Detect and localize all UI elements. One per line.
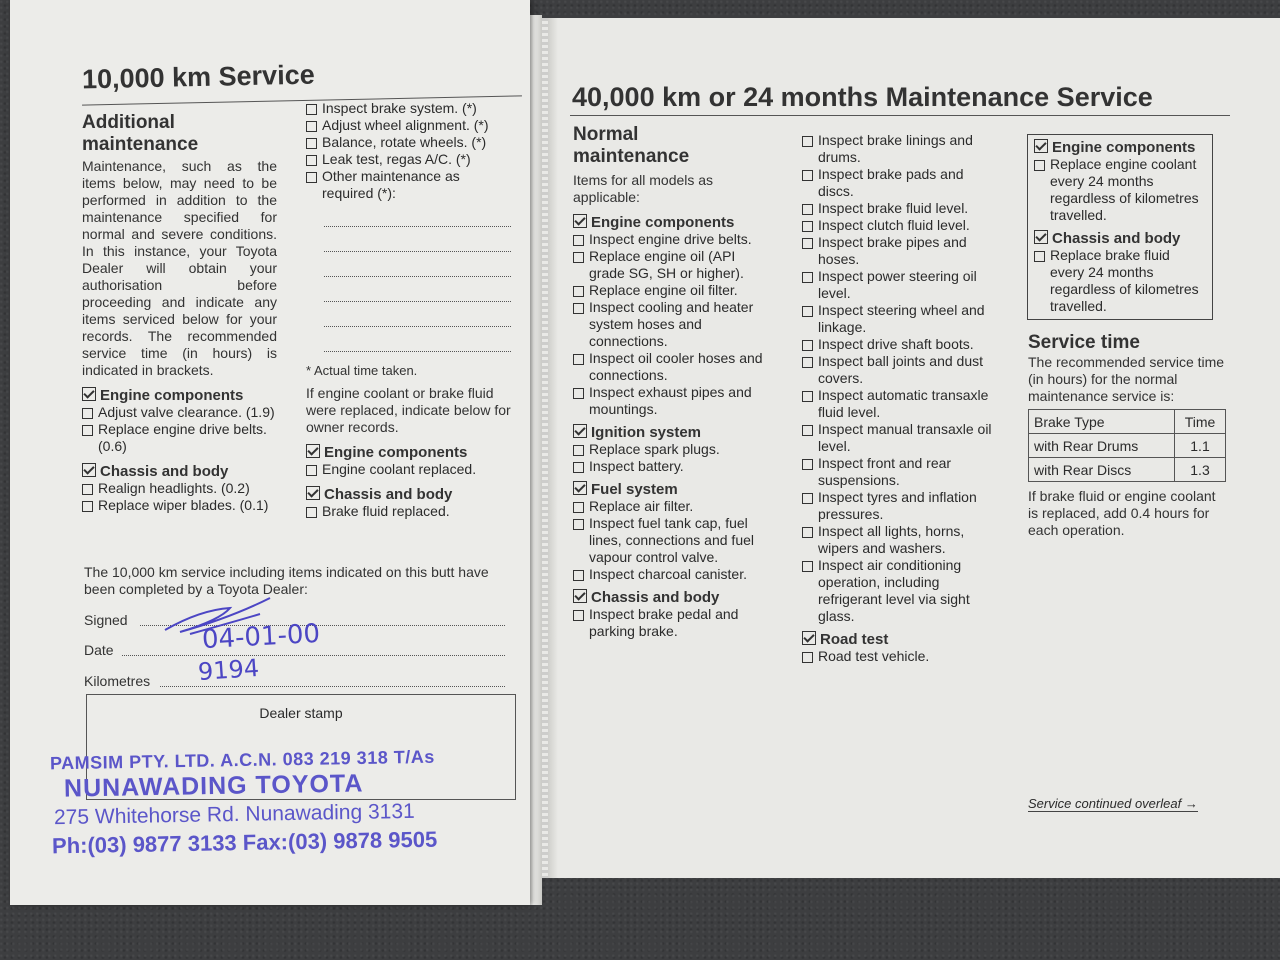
group-heading: Engine components: [591, 214, 735, 231]
blank-line: [324, 287, 511, 302]
list-item: Inspect air conditioning operation, including refrigerant level via sight glass.: [802, 557, 1002, 625]
checked-box-icon: [306, 444, 320, 458]
list-item: Inspect manual transaxle oil level.: [802, 421, 1002, 455]
blank-line: [324, 237, 511, 252]
blank-line: [324, 212, 511, 227]
list-item: Inspect brake fluid level.: [802, 200, 1002, 217]
date-label: Date: [84, 642, 114, 658]
checked-box-icon: [802, 631, 816, 645]
list-item: Inspect all lights, horns, wipers and washers.: [802, 523, 1002, 557]
list-item: Inspect steering wheel and linkage.: [802, 302, 1002, 336]
checkbox-icon: [306, 172, 317, 183]
list-item: Realign headlights. (0.2): [82, 480, 277, 497]
list-item: Brake fluid replaced.: [306, 503, 511, 520]
checkbox-icon: [306, 121, 317, 132]
checkbox-icon: [306, 104, 317, 115]
checkbox-icon: [573, 303, 584, 314]
checkbox-icon: [1034, 251, 1045, 262]
list-item: Inspect brake pedal and parking brake.: [573, 606, 773, 640]
right-title: 40,000 km or 24 months Maintenance Service: [572, 82, 1153, 112]
checkbox-icon: [306, 155, 317, 166]
stamp-line-phone: Ph:(03) 9877 3133 Fax:(03) 9878 9505: [51, 826, 438, 859]
page-fold: [548, 18, 558, 878]
checkbox-icon: [802, 221, 813, 232]
checkbox-icon: [573, 610, 584, 621]
list-item: Other maintenance as required (*):: [306, 168, 511, 202]
checkbox-icon: [573, 570, 584, 581]
stamp-line-address: 275 Whitehorse Rd. Nunawading 3131: [53, 799, 415, 830]
table-cell: 1.1: [1175, 434, 1226, 458]
checkbox-icon: [573, 235, 584, 246]
list-item: Inspect oil cooler hoses and connections.: [573, 350, 773, 384]
arrow-right-icon: →: [1181, 796, 1198, 811]
checkbox-icon: [802, 238, 813, 249]
list-item: Inspect charcoal canister.: [573, 566, 773, 583]
list-item: Inspect engine drive belts.: [573, 231, 773, 248]
checkbox-icon: [802, 652, 813, 663]
list-item: Inspect brake pads and discs.: [802, 166, 1002, 200]
checkbox-icon: [573, 462, 584, 473]
col1-group-fuel: [573, 481, 773, 583]
service-time-section: [1028, 332, 1228, 539]
group-heading: Chassis and body: [591, 589, 720, 606]
table-header-cell: Time: [1175, 410, 1226, 434]
blank-line: [324, 262, 511, 277]
list-item: Inspect clutch fluid level.: [802, 217, 1002, 234]
checkbox-icon: [573, 286, 584, 297]
checked-box-icon: [573, 481, 587, 495]
table-cell: with Rear Discs: [1029, 458, 1175, 482]
checkbox-icon: [82, 484, 93, 495]
completion-text: The 10,000 km service including items indicated on this butt have been completed by a Toyota Dealer:: [84, 564, 489, 597]
stamp-line-dealer: NUNAWADING TOYOTA: [63, 769, 364, 803]
list-item: Inspect brake system. (*): [306, 100, 511, 117]
checked-box-icon: [82, 387, 96, 401]
list-item: Replace wiper blades. (0.1): [82, 497, 277, 514]
checkbox-icon: [802, 272, 813, 283]
checked-box-icon: [1034, 139, 1048, 153]
list-item: Inspect power steering oil level.: [802, 268, 1002, 302]
table-row: [1029, 458, 1226, 482]
checkbox-icon: [573, 252, 584, 263]
col2-list: [802, 132, 1002, 665]
checkbox-icon: [573, 519, 584, 530]
continued-note: Service continued overleaf →: [1028, 796, 1198, 811]
dealer-stamp-label: Dealer stamp: [259, 705, 343, 721]
checkbox-icon: [306, 138, 317, 149]
table-row: [1029, 410, 1226, 434]
checkbox-icon: [573, 445, 584, 456]
table-row: [1029, 434, 1226, 458]
road-test-heading: Road test: [820, 631, 889, 648]
title-rule: [570, 115, 1230, 116]
normal-heading: Normal maintenance: [573, 124, 690, 167]
checked-box-icon: [573, 214, 587, 228]
checkbox-icon: [802, 493, 813, 504]
checkbox-icon: [82, 425, 93, 436]
blank-line: [324, 337, 511, 352]
checkbox-icon: [802, 391, 813, 402]
additional-heading: Additional maintenance: [82, 112, 199, 155]
checkbox-icon: [573, 388, 584, 399]
footnote: If brake fluid or engine coolant is replaced, add 0.4 hours for each operation.: [1028, 488, 1216, 538]
checkbox-icon: [82, 501, 93, 512]
service-time-text: The recommended service time (in hours) for the normal maintenance service is:: [1028, 354, 1225, 404]
blank-lines: [324, 212, 511, 352]
checkbox-icon: [306, 507, 317, 518]
list-item: Replace engine drive belts. (0.6): [82, 421, 277, 455]
box-heading: Engine components: [1052, 139, 1196, 156]
col1-group-engine: [573, 214, 773, 418]
checked-box-icon: [82, 463, 96, 477]
list-item: Replace engine coolant every 24 months regardless of kilometres travelled.: [1034, 156, 1206, 224]
list-item: Road test vehicle.: [802, 648, 1002, 665]
checked-box-icon: [306, 486, 320, 500]
checkbox-icon: [573, 502, 584, 513]
list-item: Inspect exhaust pipes and mountings.: [573, 384, 773, 418]
stamp-line-company: PAMSIM PTY. LTD. A.C.N. 083 219 318 T/As: [49, 746, 435, 774]
group-heading: Engine components: [324, 444, 468, 461]
group-heading: Chassis and body: [100, 463, 229, 480]
left-page: [10, 0, 530, 905]
list-item: Engine coolant replaced.: [306, 461, 511, 478]
booklet-spine: [528, 15, 542, 905]
col1-group-ignition: [573, 424, 773, 475]
km-line: [160, 686, 505, 687]
table-cell: with Rear Drums: [1029, 434, 1175, 458]
service-time-heading: Service time: [1028, 332, 1140, 353]
checkbox-icon: [306, 465, 317, 476]
list-item: Replace engine oil (API grade SG, SH or higher).: [573, 248, 773, 282]
date-handwritten: 04-01-00: [201, 618, 321, 656]
list-item: Inspect automatic transaxle fluid level.: [802, 387, 1002, 421]
checkbox-icon: [802, 170, 813, 181]
date-line: [122, 655, 505, 656]
km-handwritten: 9194: [197, 653, 260, 687]
checkbox-icon: [802, 340, 813, 351]
table-cell: 1.3: [1175, 458, 1226, 482]
list-item: Inspect battery.: [573, 458, 773, 475]
blank-line: [324, 312, 511, 327]
list-item: Inspect brake pipes and hoses.: [802, 234, 1002, 268]
list-item: Adjust valve clearance. (1.9): [82, 404, 277, 421]
box-heading: Chassis and body: [1052, 230, 1181, 247]
list-item: Leak test, regas A/C. (*): [306, 151, 511, 168]
normal-maintenance-col: [573, 124, 773, 640]
checkbox-icon: [802, 425, 813, 436]
actual-time-note: * Actual time taken.: [306, 363, 418, 378]
checkbox-icon: [802, 561, 813, 572]
list-item: Replace air filter.: [573, 498, 773, 515]
table-header-cell: Brake Type: [1029, 410, 1175, 434]
brake-time-table: [1028, 409, 1226, 482]
km-label: Kilometres: [84, 673, 151, 689]
checkbox-icon: [802, 527, 813, 538]
list-item: Adjust wheel alignment. (*): [306, 117, 511, 134]
checkbox-icon: [802, 357, 813, 368]
list-item: Replace brake fluid every 24 months regardless of kilometres travelled.: [1034, 247, 1206, 315]
checked-box-icon: [1034, 230, 1048, 244]
intro-text: Maintenance, such as the items below, may need to be performed in addition to the maintenance specified for normal and severe conditions. In this instance, your Toyota Dealer will obtain your authorisation before proceeding and indicate any items serviced below for your records. The recommended service time (in hours) is indicated in brackets.: [82, 158, 277, 378]
list-item: Inspect front and rear suspensions.: [802, 455, 1002, 489]
group-heading: Engine components: [100, 387, 244, 404]
other-col: [306, 100, 511, 520]
additional-col: [82, 112, 277, 514]
group-heading: Chassis and body: [324, 486, 453, 503]
list-item: Inspect brake linings and drums.: [802, 132, 1002, 166]
checkbox-icon: [802, 306, 813, 317]
col1-group-chassis: [573, 589, 773, 640]
group-heading: Fuel system: [591, 481, 678, 498]
right-page: [530, 18, 1280, 878]
list-item: Inspect fuel tank cap, fuel lines, connections and fuel vapour control valve.: [573, 515, 773, 566]
checked-box-icon: [573, 589, 587, 603]
list-item: Balance, rotate wheels. (*): [306, 134, 511, 151]
checkbox-icon: [802, 204, 813, 215]
list-item: Inspect ball joints and dust covers.: [802, 353, 1002, 387]
checked-box-icon: [573, 424, 587, 438]
signed-label: Signed: [84, 612, 128, 628]
group-heading: Ignition system: [591, 424, 702, 441]
normal-intro: Items for all models as applicable:: [573, 172, 714, 205]
replacement-box: [1027, 134, 1213, 320]
checkbox-icon: [1034, 160, 1045, 171]
replaced-note: If engine coolant or brake fluid were replaced, indicate below for owner records.: [306, 385, 511, 435]
left-title: 10,000 km Service: [81, 59, 315, 95]
checkbox-icon: [802, 136, 813, 147]
list-item: Replace engine oil filter.: [573, 282, 773, 299]
list-item: Inspect tyres and inflation pressures.: [802, 489, 1002, 523]
list-item: Replace spark plugs.: [573, 441, 773, 458]
checkbox-icon: [82, 408, 93, 419]
checkbox-icon: [573, 354, 584, 365]
checkbox-icon: [802, 459, 813, 470]
list-item: Inspect cooling and heater system hoses and connections.: [573, 299, 773, 350]
list-item: Inspect drive shaft boots.: [802, 336, 1002, 353]
